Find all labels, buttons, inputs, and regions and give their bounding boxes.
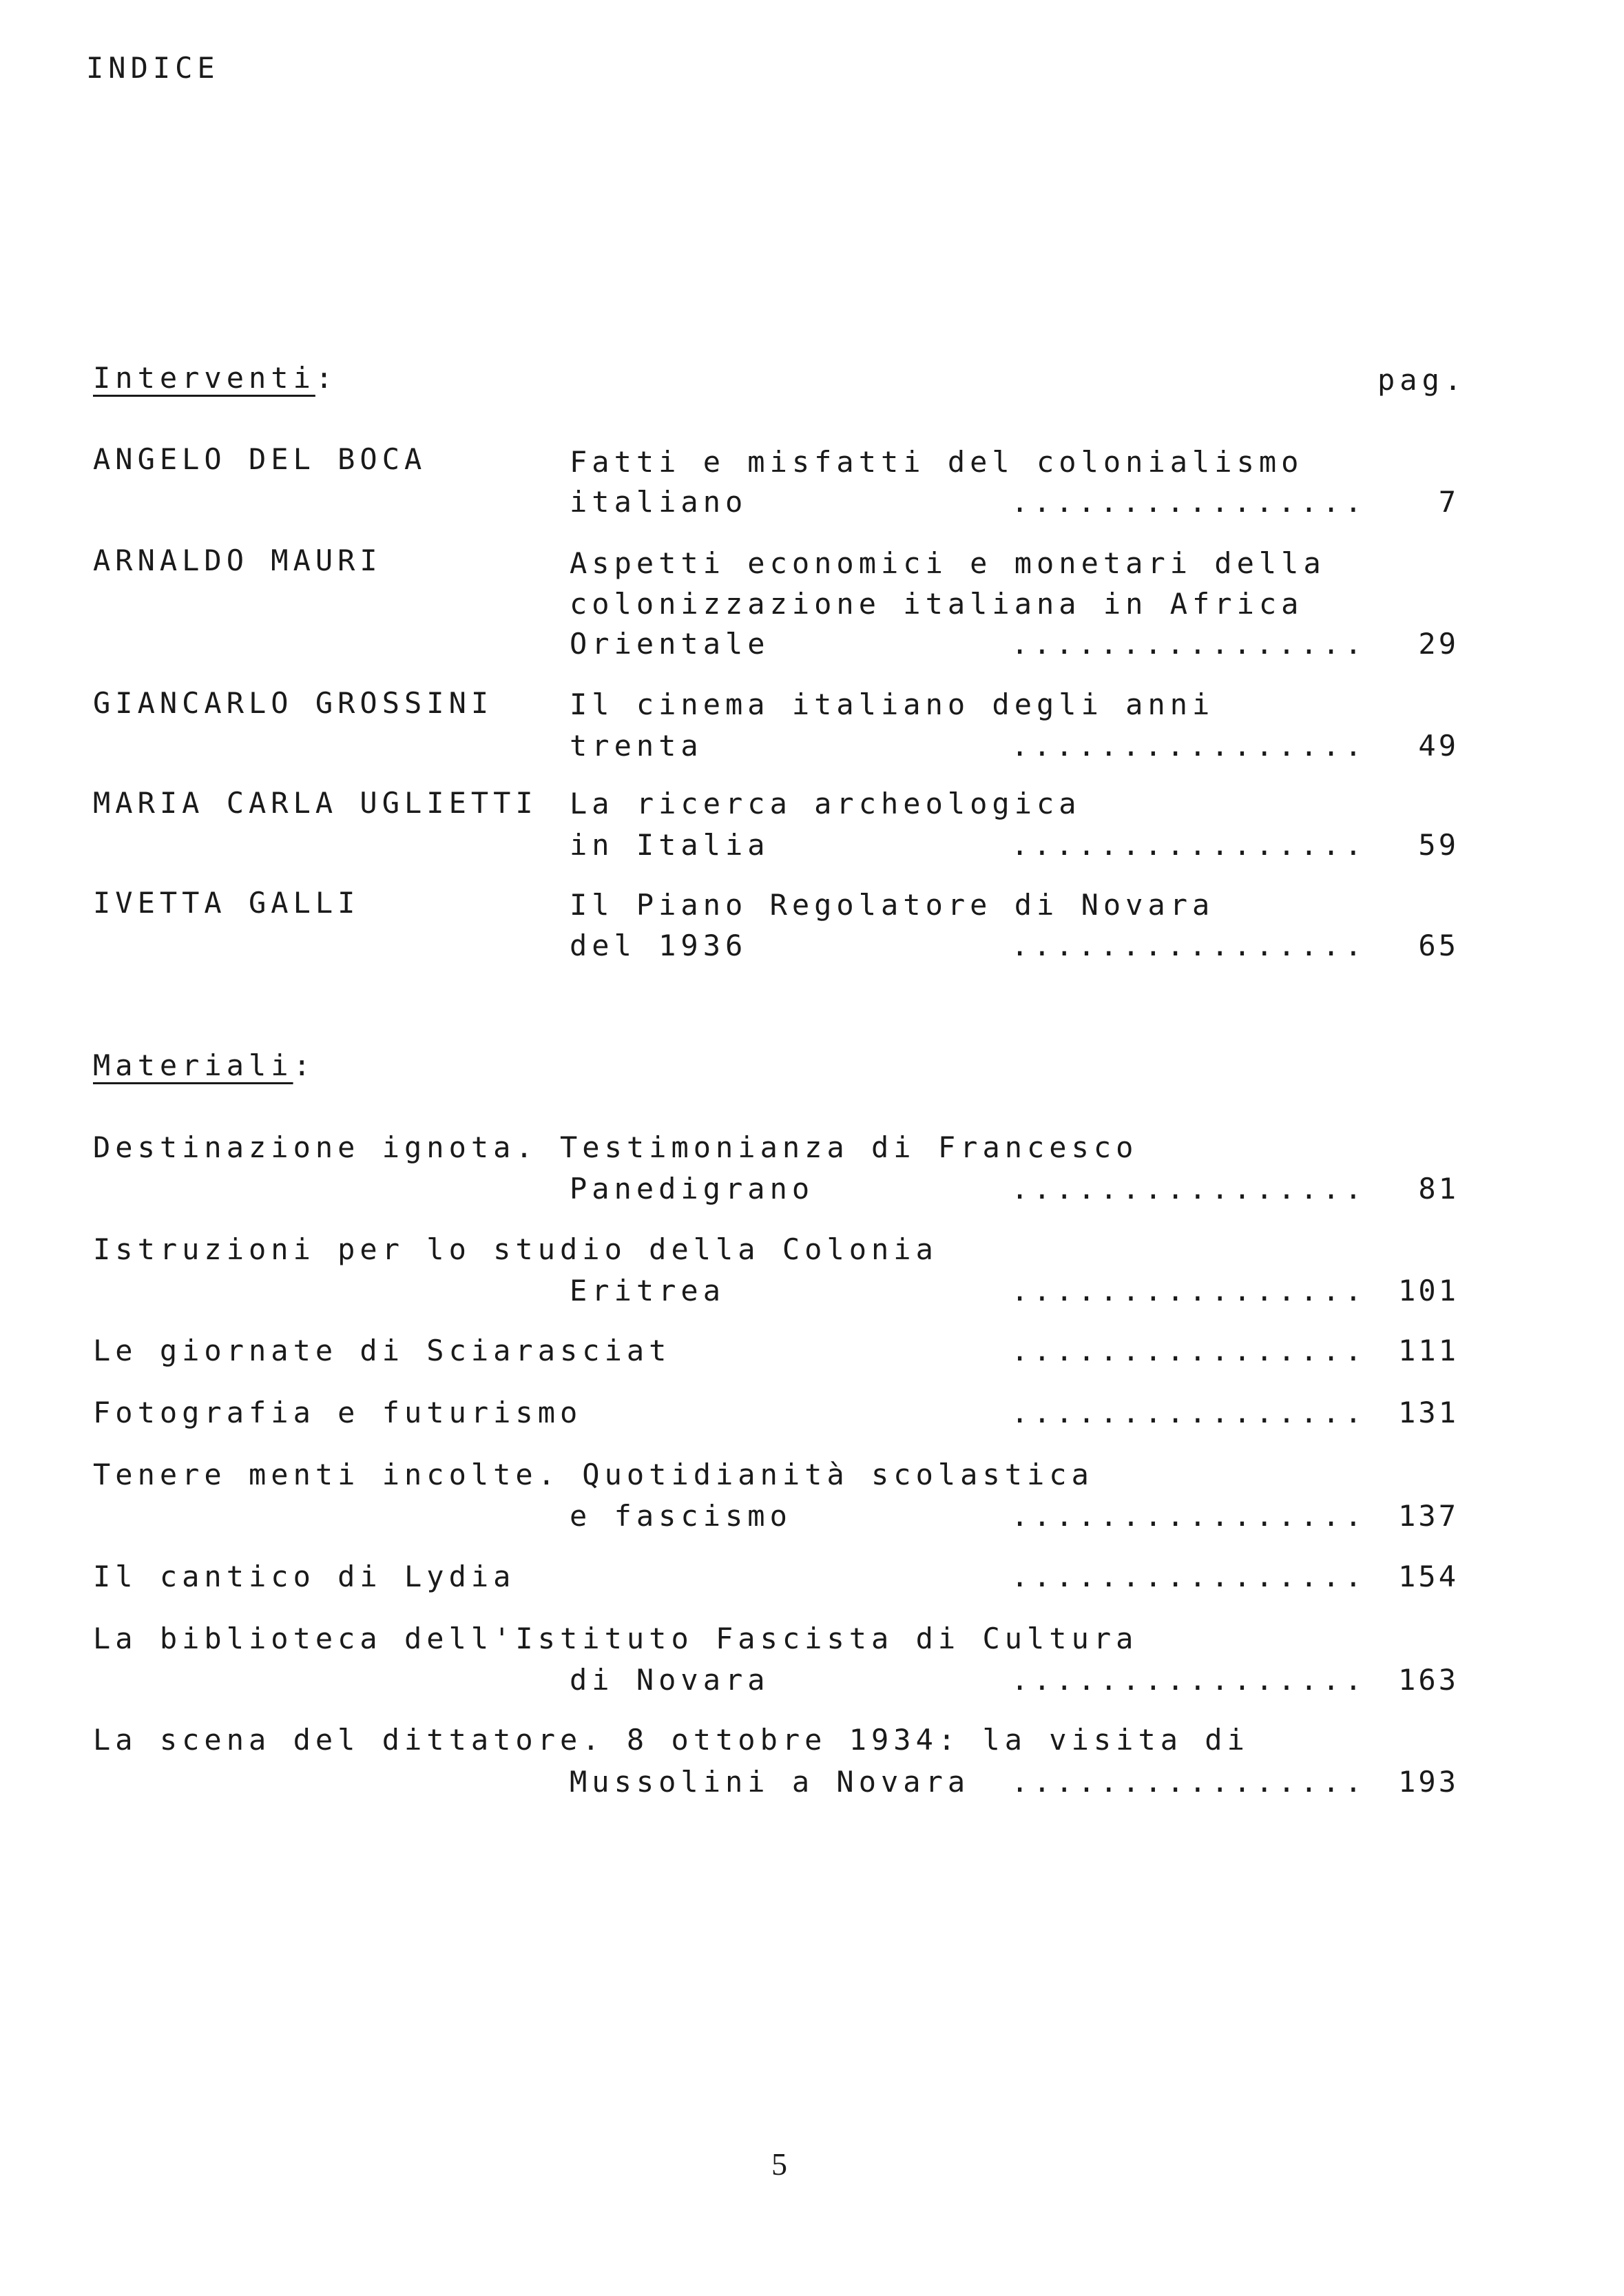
- toc-title-line: e fascismo: [570, 1499, 792, 1533]
- toc-title-line: Le giornate di Sciarasciat: [93, 1334, 672, 1367]
- toc-leader-dots: ................: [1011, 929, 1367, 962]
- toc-title-line: Il cinema italiano degli anni: [570, 687, 1215, 721]
- section-heading-interventi: [93, 361, 338, 395]
- toc-leader-dots: ................: [1011, 729, 1367, 763]
- toc-leader-dots: ................: [1011, 1396, 1367, 1429]
- toc-leader-dots: ................: [1011, 627, 1367, 661]
- toc-title-line: Mussolini a Novara: [570, 1765, 970, 1799]
- toc-page-number: 59: [1418, 828, 1459, 862]
- toc-page-number: 7: [1438, 485, 1459, 519]
- toc-leader-dots: ................: [1011, 828, 1367, 862]
- toc-title-line: Fatti e misfatti del colonialismo: [570, 445, 1304, 479]
- footer-page-number: 5: [771, 2147, 787, 2182]
- toc-leader-dots: ................: [1011, 485, 1367, 519]
- toc-author: ARNALDO MAURI: [93, 544, 382, 577]
- toc-page-number: 65: [1418, 929, 1459, 962]
- toc-title-line: Il cantico di Lydia: [93, 1560, 516, 1593]
- toc-leader-dots: ................: [1011, 1560, 1367, 1593]
- toc-title-line: Il Piano Regolatore di Novara: [570, 888, 1215, 922]
- toc-page-number: 163: [1398, 1663, 1459, 1697]
- toc-title-line: Tenere menti incolte. Quotidianità scolastica: [93, 1458, 1094, 1491]
- toc-title-line: Orientale: [570, 627, 770, 661]
- toc-title-line: Aspetti economici e monetari della: [570, 546, 1326, 580]
- toc-title-line: Panedigrano: [570, 1172, 815, 1206]
- toc-title-line: trenta: [570, 729, 703, 763]
- toc-page-number: 49: [1418, 729, 1459, 763]
- toc-leader-dots: ................: [1011, 1274, 1367, 1307]
- toc-page-number: 154: [1398, 1560, 1459, 1593]
- toc-title-line: La biblioteca dell'Istituto Fascista di Cultura: [93, 1622, 1138, 1655]
- interventi-heading-text: Interventi: [93, 361, 315, 395]
- toc-title-line: Destinazione ignota. Testimonianza di Francesco: [93, 1130, 1138, 1164]
- toc-title-line: Istruzioni per lo studio della Colonia: [93, 1232, 938, 1266]
- toc-title-line: La ricerca archeologica: [570, 787, 1081, 820]
- toc-page-number: 81: [1418, 1172, 1459, 1206]
- toc-title-line: Eritrea: [570, 1274, 726, 1307]
- toc-title-line: di Novara: [570, 1663, 770, 1697]
- toc-title-line: in Italia: [570, 828, 770, 862]
- toc-leader-dots: ................: [1011, 1172, 1367, 1206]
- toc-title-line: del 1936: [570, 929, 748, 962]
- toc-title-line: La scena del dittatore. 8 ottobre 1934: la visita di: [93, 1723, 1249, 1757]
- toc-title-line: italiano: [570, 485, 748, 519]
- toc-leader-dots: ................: [1011, 1765, 1367, 1799]
- interventi-heading-colon: :: [315, 361, 338, 395]
- toc-page-number: 137: [1398, 1499, 1459, 1533]
- toc-page-number: 29: [1418, 627, 1459, 661]
- toc-author: MARIA CARLA UGLIETTI: [93, 786, 538, 820]
- materiali-heading-colon: :: [293, 1048, 315, 1082]
- toc-author: IVETTA GALLI: [93, 886, 360, 920]
- section-heading-materiali: [93, 1048, 315, 1082]
- toc-title-line: Fotografia e futurismo: [93, 1396, 583, 1429]
- toc-author: ANGELO DEL BOCA: [93, 442, 427, 476]
- toc-title-line: colonizzazione italiana in Africa: [570, 587, 1304, 621]
- toc-leader-dots: ................: [1011, 1334, 1367, 1367]
- toc-page-number: 131: [1398, 1396, 1459, 1429]
- toc-page-number: 101: [1398, 1274, 1459, 1307]
- toc-leader-dots: ................: [1011, 1499, 1367, 1533]
- toc-author: GIANCARLO GROSSINI: [93, 686, 494, 720]
- toc-leader-dots: ................: [1011, 1663, 1367, 1697]
- toc-page-number: 193: [1398, 1765, 1459, 1799]
- materiali-heading-text: Materiali: [93, 1048, 293, 1082]
- page-header-title: INDICE: [86, 51, 220, 85]
- toc-page-number: 111: [1398, 1334, 1459, 1367]
- page-column-label: pag.: [1377, 363, 1467, 397]
